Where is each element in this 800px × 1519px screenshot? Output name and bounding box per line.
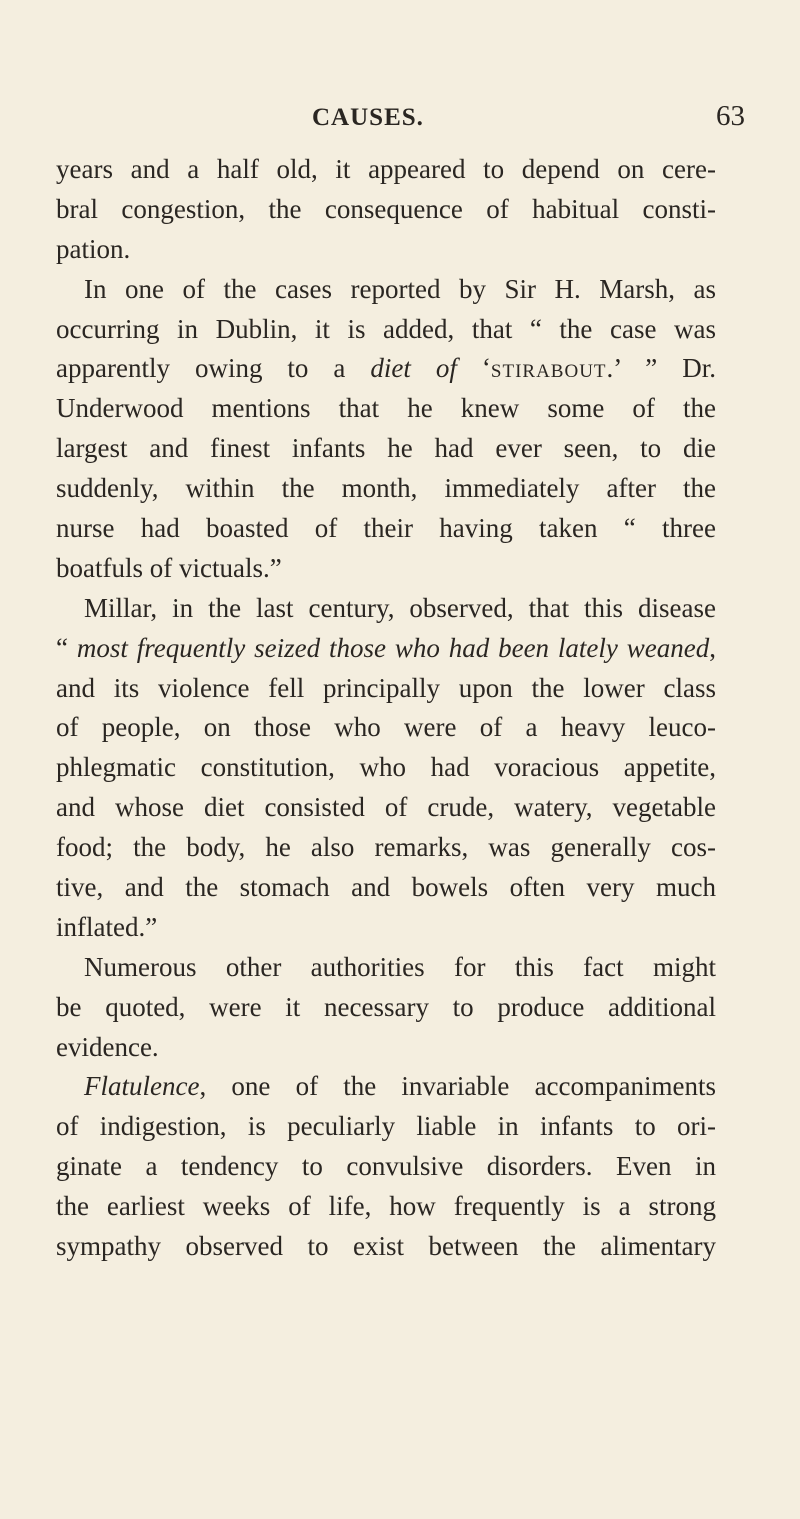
line-run: “ — [56, 632, 77, 663]
text-line — [56, 988, 716, 1028]
text-line — [56, 1227, 716, 1267]
text-line — [56, 868, 716, 908]
line-run: Millar, in the last century, observed, that this disease — [84, 592, 716, 623]
text-line — [56, 190, 716, 230]
text-line — [56, 469, 716, 509]
text-line — [56, 828, 716, 868]
line-run: largest and finest infants he had ever seen, to die — [56, 433, 716, 464]
line-run: Numerous other authorities for this fact might — [84, 951, 716, 982]
text-line — [56, 509, 716, 549]
text-line — [56, 549, 716, 589]
line-run: phlegmatic constitution, who had voracious appetite, — [56, 752, 716, 783]
line-run: and whose diet consisted of crude, watery, vegetable — [56, 792, 716, 823]
line-run: and its violence fell principally upon the lower class — [56, 672, 716, 703]
italic-run: diet of — [370, 353, 457, 384]
line-run: ginate a tendency to convulsive disorders. Even in — [56, 1151, 716, 1182]
line-run: of indigestion, is peculiarly liable in infants to ori- — [56, 1111, 716, 1142]
text-line — [56, 150, 716, 190]
paragraph-start-line — [56, 589, 716, 629]
line-run: Underwood mentions that he knew some of the — [56, 393, 716, 424]
line-run: apparently owing to a — [56, 353, 371, 384]
line-run: be quoted, were it necessary to produce additional — [56, 991, 716, 1022]
text-line — [56, 669, 716, 709]
paragraph-start-line — [56, 270, 716, 310]
line-run: suddenly, within the month, immediately after the — [56, 473, 716, 504]
paragraph-start-line — [56, 1067, 716, 1107]
text-line — [56, 1187, 716, 1227]
page-number: 63 — [716, 100, 745, 132]
italic-run: Flatulence — [84, 1071, 200, 1102]
text-line — [56, 1107, 716, 1147]
line-run: In one of the cases reported by Sir H. Marsh, as — [84, 273, 716, 304]
running-head — [0, 100, 800, 144]
text-line — [56, 1147, 716, 1187]
line-run: years and a half old, it appeared to depend on cere- — [56, 154, 716, 184]
running-title: CAUSES. — [312, 104, 424, 131]
text-line — [56, 708, 716, 748]
small-caps-run: stirabout — [490, 353, 607, 384]
text-line — [56, 629, 716, 669]
text-line — [56, 389, 716, 429]
line-run: pation. — [56, 233, 131, 264]
text-line — [56, 230, 716, 270]
line-run: tive, and the stomach and bowels often very much — [56, 872, 716, 903]
body-text — [56, 150, 716, 1267]
line-run: the earliest weeks of life, how frequently is a strong — [56, 1191, 716, 1222]
line-run: boatfuls of victuals.” — [56, 552, 282, 583]
line-run: .’ ” Dr. — [606, 353, 716, 384]
text-line — [56, 429, 716, 469]
text-line — [56, 748, 716, 788]
text-line — [56, 349, 716, 389]
text-line — [56, 908, 716, 948]
italic-run: most frequently seized those who had been lately weaned — [76, 632, 710, 663]
line-run: evidence. — [56, 1031, 159, 1062]
line-run: , — [709, 632, 717, 663]
line-run: sympathy observed to exist between the alimentary — [56, 1231, 716, 1262]
line-run: occurring in Dublin, it is added, that “ the case was — [56, 313, 716, 344]
text-line — [56, 788, 716, 828]
line-run: bral congestion, the consequence of habitual consti- — [56, 193, 716, 224]
paragraph-start-line — [56, 948, 716, 988]
text-line — [56, 1028, 716, 1068]
line-run: , one of the invariable accompaniments — [199, 1071, 716, 1102]
line-run: nurse had boasted of their having taken “ three — [56, 513, 716, 544]
line-run: food; the body, he also remarks, was generally cos- — [56, 832, 716, 863]
line-run: ‘ — [456, 353, 491, 384]
text-line — [56, 310, 716, 350]
line-run: inflated.” — [56, 911, 158, 942]
line-run: of people, on those who were of a heavy leuco- — [56, 712, 716, 743]
